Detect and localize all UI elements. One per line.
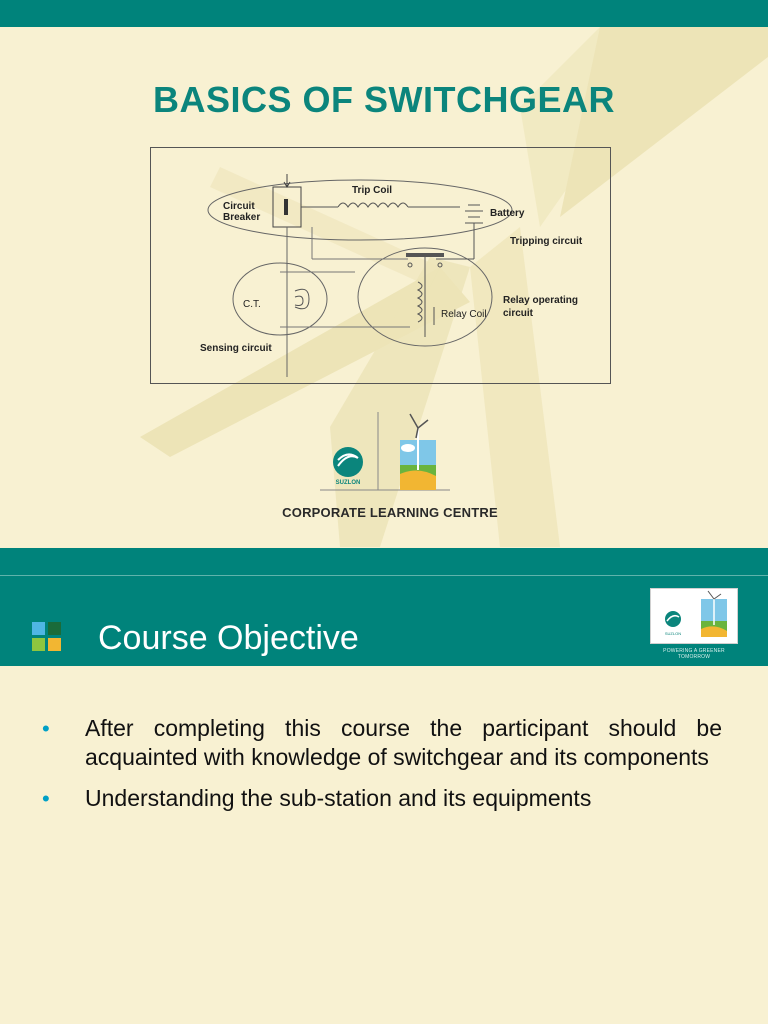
list-item-text: After completing this course the participant should be acquainted with knowledge of switchgear and its components <box>85 715 722 770</box>
suzlon-badge <box>650 588 738 644</box>
objective-content <box>0 666 768 1024</box>
bullet-icon: • <box>42 786 50 811</box>
badge-brand: SUZLON <box>664 631 682 636</box>
corporate-logo <box>270 410 510 530</box>
label-tripping-circuit: Tripping circuit <box>510 236 583 247</box>
label-breaker: Breaker <box>223 212 261 223</box>
label-circuit-2: circuit <box>503 308 534 319</box>
section-heading: Course Objective <box>98 619 359 657</box>
slide-title: BASICS OF SWITCHGEAR <box>152 79 615 120</box>
top-bar <box>0 0 768 27</box>
brand-name: SUZLON <box>335 480 361 486</box>
list-item <box>42 784 722 813</box>
bullet-icon: • <box>42 716 50 741</box>
label-circuit: Circuit <box>223 201 255 212</box>
label-relay-coil: Relay Coil <box>441 309 487 320</box>
squares-icon <box>32 622 62 652</box>
list-item <box>42 714 722 772</box>
header-divider <box>0 575 768 576</box>
slide-header-band <box>0 548 768 666</box>
label-ct: C.T. <box>243 299 261 310</box>
label-relay-operating: Relay operating <box>503 295 579 306</box>
objective-list <box>42 714 722 825</box>
title-slide <box>0 27 768 547</box>
label-battery: Battery <box>490 208 525 219</box>
label-trip-coil: Trip Coil <box>352 185 392 196</box>
tagline: POWERING A GREENER TOMORROW <box>663 648 725 660</box>
suzlon-logo <box>270 410 510 505</box>
badge-logo-icon <box>651 589 739 645</box>
list-item-text: Understanding the sub-station and its equipments <box>85 785 592 811</box>
learning-centre-caption: CORPORATE LEARNING CENTRE <box>282 505 498 520</box>
switchgear-diagram <box>150 147 611 384</box>
label-sensing-circuit: Sensing circuit <box>200 343 272 354</box>
